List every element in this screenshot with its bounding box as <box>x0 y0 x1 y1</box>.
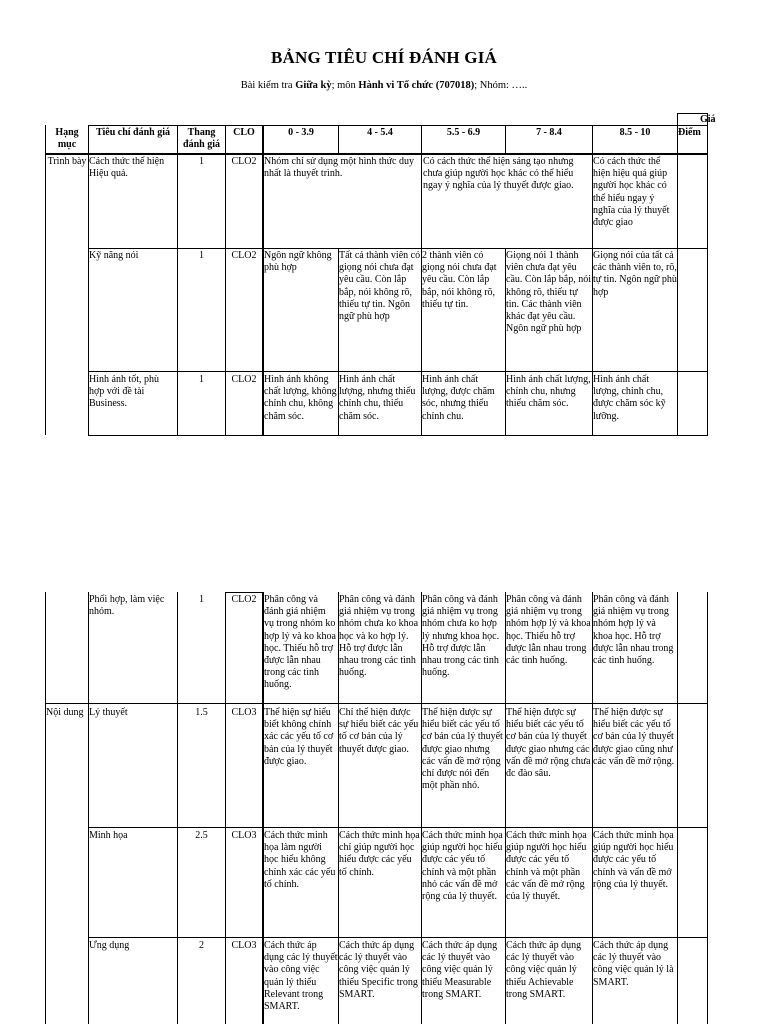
band5-cell: Thể hiện được sự hiểu biết các yếu tố cơ bản của lý thuyết được giao cũng như các vấn đề mở rộng. <box>593 707 675 767</box>
category-cell: Nội dung <box>46 707 84 718</box>
scale-cell: 1 <box>199 374 204 385</box>
h-line <box>88 125 708 126</box>
band5-cell: Hình ảnh chất lượng, chỉnh chu, được chăm sóc kỹ lưỡng. <box>593 374 666 422</box>
scale-cell: 2 <box>199 940 204 951</box>
band3-cell: Thể hiện được sự hiểu biết các yếu tố cơ bản của lý thuyết được giao nhưng các vấn đề mở rộng chỉ được nói đến một phần nhỏ. <box>422 707 503 792</box>
clo-cell: CLO3 <box>231 830 257 841</box>
band5-cell: Có cách thức thể hiện hiệu quả giúp người học khác có thể hiểu ngay ý nghĩa của lý thuyết được giao <box>593 156 670 229</box>
band1-cell: Thể hiện sự hiểu biết không chính xác các yếu tố cơ bản của lý thuyết được giao. <box>264 707 334 767</box>
band4-cell: Cách thức áp dụng các lý thuyết vào công việc quản lý thiếu Achievable trong SMART. <box>506 940 582 1000</box>
band3-cell: Cách thức áp dụng các lý thuyết vào công việc quản lý thiếu Measurable trong SMART. <box>422 940 498 1000</box>
header-category: Hạng mục <box>55 127 79 150</box>
band1-cell: Cách thức áp dụng các lý thuyết vào công việc quản lý thiếu Relevant trong SMART. <box>264 940 338 1013</box>
criterion-cell: Minh họa <box>89 830 128 841</box>
scale-cell: 1 <box>199 156 204 167</box>
scale-cell: 2.5 <box>195 830 208 841</box>
band1-band2-cell: Nhóm chỉ sử dụng một hình thức duy nhất là thuyết trình. <box>264 156 414 180</box>
band2-cell: Phân công và đánh giá nhiệm vụ trong nhóm chưa ko khoa học và ko hợp lý. Hỗ trợ được lẫn nhau trong các tình huống. <box>339 594 419 679</box>
scale-cell: 1 <box>199 250 204 261</box>
v-line <box>88 592 89 1024</box>
criterion-cell: Hình ảnh tốt, phù hợp với đề tài Business. <box>89 374 159 410</box>
band2-cell: Tất cả thành viên có giọng nói chưa đạt yêu cầu. Còn lắp bắp, nói không rõ, thiếu tự tin. Ngôn ngữ phù hợp <box>339 250 421 323</box>
criterion-cell: Lý thuyết <box>89 707 128 718</box>
header-band2: 4 - 5.4 <box>367 127 393 138</box>
header-criterion: Tiêu chí đánh giá <box>95 127 170 138</box>
clo-cell: CLO2 <box>231 374 257 385</box>
clo-cell: CLO2 <box>231 594 257 605</box>
header-band3: 5.5 - 6.9 <box>446 127 481 138</box>
band5-cell: Cách thức áp dụng các lý thuyết vào công việc quản lý là SMART. <box>593 940 674 988</box>
page-title: BẢNG TIÊU CHÍ ĐÁNH GIÁ <box>270 48 498 67</box>
clo-cell: CLO2 <box>231 156 257 167</box>
band1-cell: Phân công và đánh giá nhiệm vụ trong nhóm ko hợp lý và ko khoa học. Thiếu hỗ trợ được lẫn nhau trong các tình huống. <box>264 594 336 691</box>
clo-cell: CLO3 <box>231 940 257 951</box>
band5-cell: Giọng nói của tất cả các thành viên to, rõ, tự tin. Ngôn ngữ phù hợp <box>593 250 677 298</box>
page-subtitle <box>0 80 768 91</box>
subtitle-mid: ; môn <box>331 80 359 91</box>
scale-cell: 1 <box>199 594 204 605</box>
clo-cell: CLO3 <box>231 707 257 718</box>
band3-cell: Phân công và đánh giá nhiệm vụ trong nhóm chưa ko hợp lý nhưng khoa học. Hỗ trợ được lẫn nhau trong các tình huống. <box>422 594 500 679</box>
band5-cell: Phân công và đánh giá nhiệm vụ trong nhóm hợp lý và khoa học. Hỗ trợ được lẫn nhau trong các tình huống. <box>593 594 674 667</box>
v-line <box>45 592 46 1024</box>
clo-cell: CLO2 <box>231 250 257 261</box>
subtitle-suffix: ; Nhóm: ….. <box>474 80 528 91</box>
band2-cell: Cách thức áp dụng các lý thuyết vào công việc quản lý thiếu Specific trong SMART. <box>339 940 418 1000</box>
band1-cell: Ngôn ngữ không phù hợp <box>264 250 332 274</box>
band4-cell: Giọng nói 1 thành viên chưa đạt yêu cầu. Còn lắp bắp, nói không rõ, thiếu tự tin. Các thành viên khác đạt yêu cầu. Ngôn ngữ phù hợp <box>506 250 591 335</box>
v-line <box>45 125 46 435</box>
header-band1: 0 - 3.9 <box>288 127 314 138</box>
h-line <box>88 248 708 249</box>
criterion-cell: Phối hợp, làm việc nhóm. <box>89 594 165 618</box>
criterion-cell: Ứng dụng <box>89 940 130 951</box>
h-line <box>88 371 708 372</box>
h-line <box>88 827 708 828</box>
band4-cell: Cách thức minh họa giúp người học hiểu được các yếu tố chính và một phần các vấn đề mở rộng của lý thuyết. <box>506 830 587 903</box>
h-line <box>45 153 708 155</box>
subtitle-course: Hành vi Tổ chức (707018) <box>358 80 475 91</box>
v-line <box>707 113 708 436</box>
header-gia: Giá <box>700 114 716 125</box>
band2-cell: Chỉ thể hiện được sự hiểu biết các yếu tố cơ bản của lý thuyết được giao. <box>339 707 419 755</box>
band3-cell: Hình ảnh chất lượng, được chăm sóc, nhưng thiếu chỉnh chu. <box>422 374 495 422</box>
header-band4: 7 - 8.4 <box>536 127 562 138</box>
v-line <box>225 125 226 436</box>
band3-band4-cell: Có cách thức thể hiện sáng tạo nhưng chưa giúp người học khác có thể hiểu ngay ý nghĩa của lý thuyết được giao. <box>423 156 574 192</box>
criterion-cell: Cách thức thể hiện Hiệu quả. <box>89 156 165 180</box>
header-scale: Thang đánh giá <box>183 127 220 150</box>
h-line <box>45 703 708 704</box>
v-line <box>677 113 678 436</box>
v-line <box>225 592 226 1024</box>
subtitle-prefix: Bài kiểm tra <box>240 80 296 91</box>
h-line <box>225 592 263 593</box>
band4-cell: Thể hiện được sự hiểu biết các yếu tố cơ bản của lý thuyết được giao nhưng các vấn đề mở rộng chưa đc đào sâu. <box>506 707 591 780</box>
criterion-cell: Kỹ năng nói <box>89 250 139 261</box>
band1-cell: Hình ảnh không chất lượng, không chỉnh chu, không chăm sóc. <box>264 374 337 422</box>
header-band5: 8.5 - 10 <box>619 127 651 138</box>
v-line <box>177 125 178 436</box>
subtitle-exam: Giữa kỳ <box>295 80 332 91</box>
header-score: Điểm <box>678 127 701 138</box>
band1-cell: Cách thức minh họa làm người học hiểu không chính xác các yếu tố chính. <box>264 830 336 890</box>
band4-cell: Hình ảnh chất lượng, chỉnh chu, nhưng thiếu chăm sóc. <box>506 374 591 410</box>
v-line <box>677 592 678 1024</box>
band3-cell: Cách thức minh họa giúp người học hiểu được các yếu tố chính và một phần nhỏ các vấn đề mở rộng của lý thuyết. <box>422 830 503 903</box>
h-line <box>88 435 708 436</box>
v-line <box>177 592 178 1024</box>
header-clo: CLO <box>233 127 255 138</box>
band5-cell: Cách thức minh họa giúp người học hiểu được các yếu tố chính và vấn đề mở rộng của lý thuyết. <box>593 830 674 890</box>
band3-cell: 2 thành viên có giọng nói chưa đạt yêu cầu. Còn lắp bắp, nói không rõ, thiếu tự tin. <box>422 250 497 310</box>
band2-cell: Hình ảnh chất lượng, nhưng thiếu chỉnh chu, thiếu chăm sóc. <box>339 374 416 422</box>
band2-cell: Cách thức minh họa chỉ giúp người học hiểu được các yếu tố chính. <box>339 830 420 878</box>
h-line <box>88 937 708 938</box>
v-line <box>707 592 708 1024</box>
category-cell: Trình bày <box>47 156 87 167</box>
scale-cell: 1.5 <box>195 707 208 718</box>
band4-cell: Phân công và đánh giá nhiệm vụ trong nhóm hợp lý và khoa học. Thiếu hỗ trợ được lẫn nhau trong các tình huống. <box>506 594 591 667</box>
